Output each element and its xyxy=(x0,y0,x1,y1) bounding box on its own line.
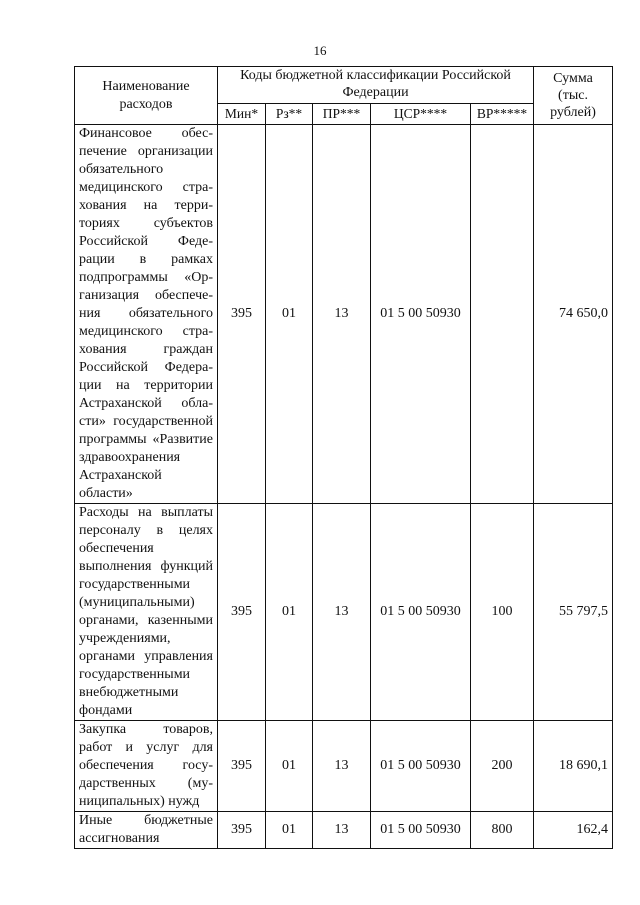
row-rz: 01 xyxy=(266,721,313,812)
row-name: Закупка товаров, работ и услуг для обеспечения государственных (муниципальных) нужд xyxy=(75,721,218,812)
budget-table xyxy=(74,66,613,849)
table-row xyxy=(75,721,613,812)
row-rz: 01 xyxy=(266,125,313,504)
column-header-codes: Коды бюджетной классификации Российской Федерации xyxy=(218,67,534,104)
row-vr: 100 xyxy=(471,504,534,721)
page-number: 16 xyxy=(313,43,327,58)
header-row xyxy=(75,67,613,104)
row-name: Финансовое обеспечение организации обязательного медицинского страхования на территориях субъектов Российской Федерации в рамках подпрограммы «Организация обеспечения обязательного медицинского страхования граждан Российской Федерации на территории Астраханской области» государственной программы «Развитие здравоохранения Астраханской области» xyxy=(75,125,218,504)
row-pr: 13 xyxy=(313,812,371,849)
column-header-rz: Рз** xyxy=(266,104,313,125)
column-header-name: Наименование расходов xyxy=(75,67,218,125)
row-pr: 13 xyxy=(313,504,371,721)
row-pr: 13 xyxy=(313,721,371,812)
row-name: Иные бюджетные ассигнования xyxy=(75,812,218,849)
table-row xyxy=(75,504,613,721)
column-header-vr: ВР***** xyxy=(471,104,534,125)
row-sum: 55 797,5 xyxy=(534,504,613,721)
row-csr: 01 5 00 50930 xyxy=(371,504,471,721)
row-csr: 01 5 00 50930 xyxy=(371,721,471,812)
row-csr: 01 5 00 50930 xyxy=(371,125,471,504)
column-header-min: Мин* xyxy=(218,104,266,125)
column-header-pr: ПР*** xyxy=(313,104,371,125)
row-sum: 162,4 xyxy=(534,812,613,849)
row-rz: 01 xyxy=(266,504,313,721)
row-min: 395 xyxy=(218,721,266,812)
row-csr: 01 5 00 50930 xyxy=(371,812,471,849)
table-row xyxy=(75,125,613,504)
row-vr xyxy=(471,125,534,504)
row-sum: 74 650,0 xyxy=(534,125,613,504)
row-rz: 01 xyxy=(266,812,313,849)
row-sum: 18 690,1 xyxy=(534,721,613,812)
column-header-csr: ЦСР**** xyxy=(371,104,471,125)
row-name: Расходы на выплаты персоналу в целях обеспечения выполнения функций государственными (муниципальными) органами, казенными учреждениями, органами управления государственными внебюджетными фондами xyxy=(75,504,218,721)
row-pr: 13 xyxy=(313,125,371,504)
row-vr: 200 xyxy=(471,721,534,812)
column-header-sum: Сумма (тыс. рублей) xyxy=(534,67,613,125)
table-row xyxy=(75,812,613,849)
row-vr: 800 xyxy=(471,812,534,849)
row-min: 395 xyxy=(218,125,266,504)
row-min: 395 xyxy=(218,812,266,849)
row-min: 395 xyxy=(218,504,266,721)
